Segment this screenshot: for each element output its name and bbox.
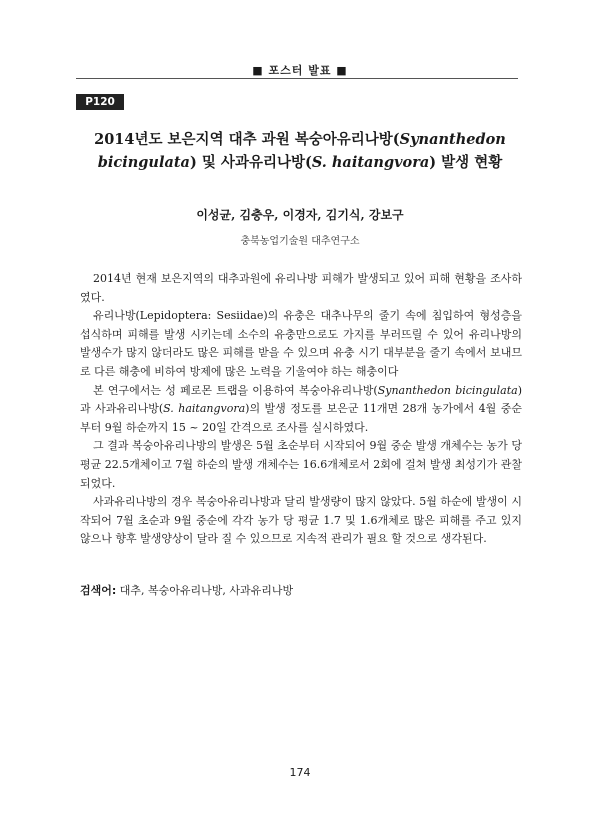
species-name: S. haitangvora bbox=[163, 402, 246, 416]
title-species-1b: bicingulata bbox=[97, 154, 190, 171]
section-header: ■ 포스터 발표 ■ bbox=[252, 64, 348, 77]
abstract-paragraph bbox=[80, 382, 522, 438]
title-part: ) 및 사과유리나방( bbox=[189, 154, 312, 171]
title-part: 2014년도 보은지역 대추 과원 복숭아유리나방( bbox=[94, 131, 400, 148]
keywords-value: 대추, 복숭아유리나방, 사과유리나방 bbox=[116, 584, 294, 597]
keywords-label: 검색어: bbox=[80, 584, 117, 597]
abstract-paragraph: 사과유리나방의 경우 복숭아유리나방과 달리 발생량이 많지 않았다. 5월 하순에 발생이 시작되어 7월 초순과 9월 중순에 각각 농가 당 평균 1.7 및 1.6개체로 많은 피해를 주고 있지 않으나 향후 발생양상이 달라 질 수 있으므로 지속적 관리가 필요 할 것으로 생각된다. bbox=[80, 495, 522, 546]
abstract bbox=[80, 270, 522, 549]
paper-title bbox=[70, 128, 530, 174]
title-species-2: S. haitangvora bbox=[311, 154, 430, 171]
affiliation: 충북농업기술원 대추연구소 bbox=[240, 236, 360, 247]
species-name: Synanthedon bicingulata bbox=[377, 383, 518, 397]
header-rule bbox=[76, 78, 518, 79]
poster-id-badge: P120 bbox=[76, 94, 124, 110]
authors: 이성균, 김충우, 이경자, 김기식, 강보구 bbox=[196, 208, 404, 222]
text-run: )의 발생 정도를 보은군 11개면 28개 농가에서 4월 중순부터 9월 하순까지 15 ~ 20일 간격으로 조사를 실시하였다. bbox=[80, 402, 523, 434]
abstract-paragraph: 2014년 현재 보은지역의 대추과원에 유리나방 피해가 발생되고 있어 피해 현황을 조사하였다. bbox=[80, 272, 522, 304]
keywords bbox=[80, 582, 522, 598]
title-species-1: Synanthedon bbox=[399, 131, 506, 148]
abstract-paragraph: 그 결과 복숭아유리나방의 발생은 5월 초순부터 시작되어 9월 중순 발생 개체수는 농가 당 평균 22.5개체이고 7월 하순의 발생 개체수는 16.6개체로서 2회에 걸쳐 발생 최성기가 관찰 되었다. bbox=[80, 439, 522, 490]
abstract-paragraph: 유리나방(Lepidoptera: Sesiidae)의 유충은 대추나무의 줄기 속에 침입하여 형성층을 섭식하며 피해를 발생 시키는데 소수의 유충만으로도 가지를 부러뜨릴 수 있어 유리나방의 발생수가 많지 않더라도 많은 피해를 받을 수 있으며 유충 시기 대부분을 줄기 속에서 보내므로 다른 해충에 비하여 방제에 많은 노력을 기울여야 하는 해충이다 bbox=[80, 309, 522, 378]
text-run: )과 사과유리나방( bbox=[80, 383, 522, 416]
page-number: 174 bbox=[289, 766, 311, 779]
title-part: ) 발생 현황 bbox=[429, 154, 503, 171]
text-run: 본 연구에서는 성 페로몬 트랩을 이용하여 복숭아유리나방( bbox=[93, 383, 378, 397]
